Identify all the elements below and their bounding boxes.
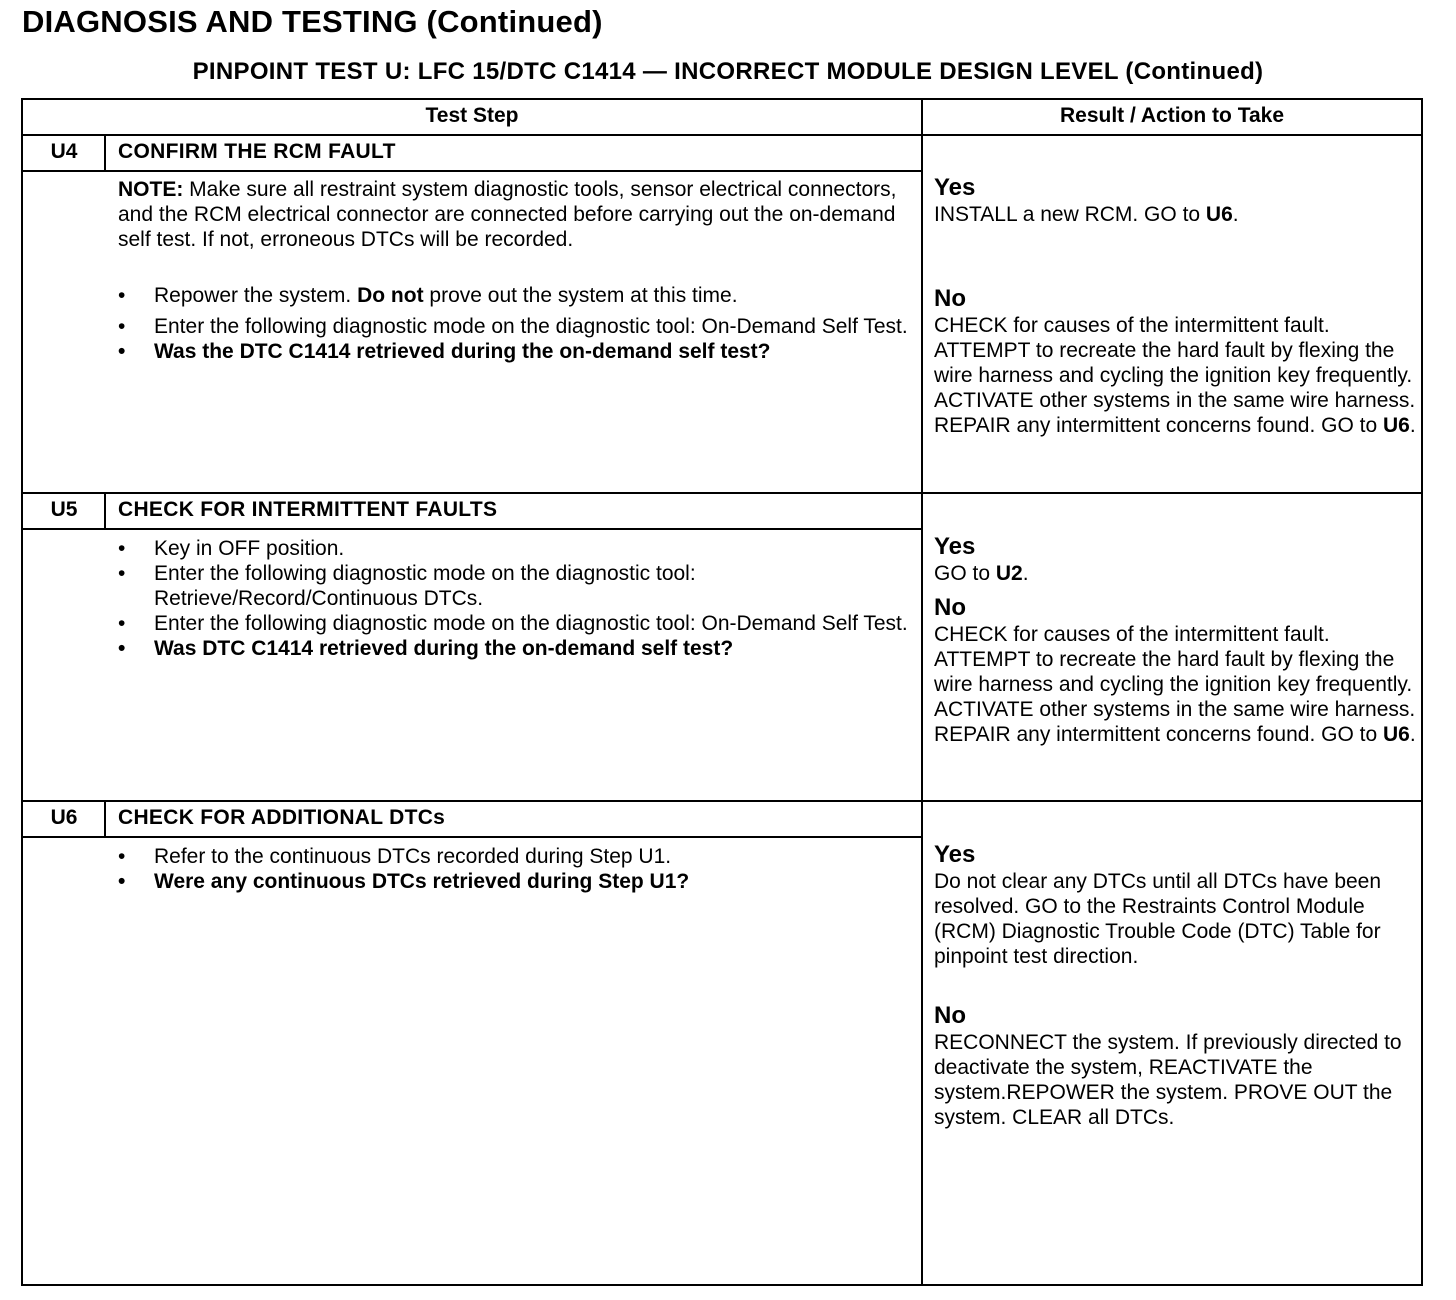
- list-item: • Enter the following diagnostic mode on the diagnostic tool: Retrieve/Record/Continuous DTCs.: [118, 561, 908, 611]
- goto-step-link: U6: [1382, 723, 1410, 746]
- u4-result-no: No CHECK for causes of the intermittent fault. ATTEMPT to recreate the hard fault by flexing the wire harness and cycling the ignition key frequently. ACTIVATE other systems in the same wire harness. REPAIR any intermittent concerns found. GO to U6.: [934, 285, 1420, 438]
- u6-result-no: No RECONNECT the system. If previously directed to deactivate the system, REACTIVATE the system.REPOWER the system. PROVE OUT the system. CLEAR all DTCs.: [934, 1002, 1420, 1130]
- list-item: • Enter the following diagnostic mode on the diagnostic tool: On-Demand Self Test.: [118, 611, 908, 636]
- row-divider-u5: [21, 492, 1423, 494]
- u4-title-underline: [21, 170, 922, 172]
- no-label: No: [934, 594, 966, 621]
- list-item: • Key in OFF position.: [118, 536, 908, 561]
- pinpoint-test-subtitle: PINPOINT TEST U: LFC 15/DTC C1414 — INCORRECT MODULE DESIGN LEVEL (Continued): [192, 58, 1264, 85]
- step-title-u6: CHECK FOR ADDITIONAL DTCs: [118, 806, 446, 829]
- no-label: No: [934, 1002, 966, 1029]
- u6-title-underline: [21, 836, 922, 838]
- step-title-u4: CONFIRM THE RCM FAULT: [118, 140, 396, 163]
- header-divider: [21, 134, 1423, 136]
- note-text: Make sure all restraint system diagnostic tools, sensor electrical connectors, and the RCM electrical connector are connected before carrying out the on-demand self test. If not, erroneous DTCs will be recorded.: [118, 178, 897, 251]
- list-item: • Enter the following diagnostic mode on the diagnostic tool: On-Demand Self Test.: [118, 314, 908, 339]
- column-header-result: Result / Action to Take: [1059, 104, 1285, 127]
- step-title-u5: CHECK FOR INTERMITTENT FAULTS: [118, 498, 498, 521]
- goto-step-link: U6: [1382, 414, 1410, 437]
- yes-label: Yes: [934, 841, 976, 868]
- list-item: • Repower the system. Do not prove out the system at this time.: [118, 283, 908, 308]
- list-item: • Refer to the continuous DTCs recorded during Step U1.: [118, 844, 908, 869]
- yes-label: Yes: [934, 533, 976, 560]
- note-label: NOTE:: [118, 178, 184, 201]
- column-header-test-step: Test Step: [425, 104, 519, 127]
- yes-label: Yes: [934, 174, 976, 201]
- list-item: • Was the DTC C1414 retrieved during the on-demand self test?: [118, 339, 908, 364]
- u4-note: [118, 177, 908, 252]
- u5-title-underline: [21, 528, 922, 530]
- u5-result-no: No CHECK for causes of the intermittent fault. ATTEMPT to recreate the hard fault by flexing the wire harness and cycling the ignition key frequently. ACTIVATE other systems in the same wire harness. REPAIR any intermittent concerns found. GO to U6.: [934, 594, 1420, 747]
- step-id-u5: U5: [50, 498, 78, 521]
- u5-steps-list: [118, 536, 908, 661]
- page-title: DIAGNOSIS AND TESTING (Continued): [22, 4, 603, 39]
- no-label: No: [934, 285, 966, 312]
- list-item: • Were any continuous DTCs retrieved during Step U1?: [118, 869, 908, 894]
- u6-steps-list: [118, 844, 908, 894]
- goto-step-link: U2: [995, 562, 1023, 585]
- u5-result-yes: Yes GO to U2.: [934, 533, 1420, 586]
- column-divider: [921, 98, 923, 1286]
- u4-result-yes: Yes INSTALL a new RCM. GO to U6.: [934, 174, 1420, 227]
- goto-step-link: U6: [1205, 203, 1233, 226]
- list-item: • Was DTC C1414 retrieved during the on-demand self test?: [118, 636, 908, 661]
- row-divider-u6: [21, 800, 1423, 802]
- step-id-u4: U4: [50, 140, 78, 163]
- u4-steps-list: [118, 283, 908, 364]
- u6-result-yes: Yes Do not clear any DTCs until all DTCs have been resolved. GO to the Restraints Control Module (RCM) Diagnostic Trouble Code (DTC) Table for pinpoint test direction.: [934, 841, 1420, 969]
- step-id-u6: U6: [50, 806, 78, 829]
